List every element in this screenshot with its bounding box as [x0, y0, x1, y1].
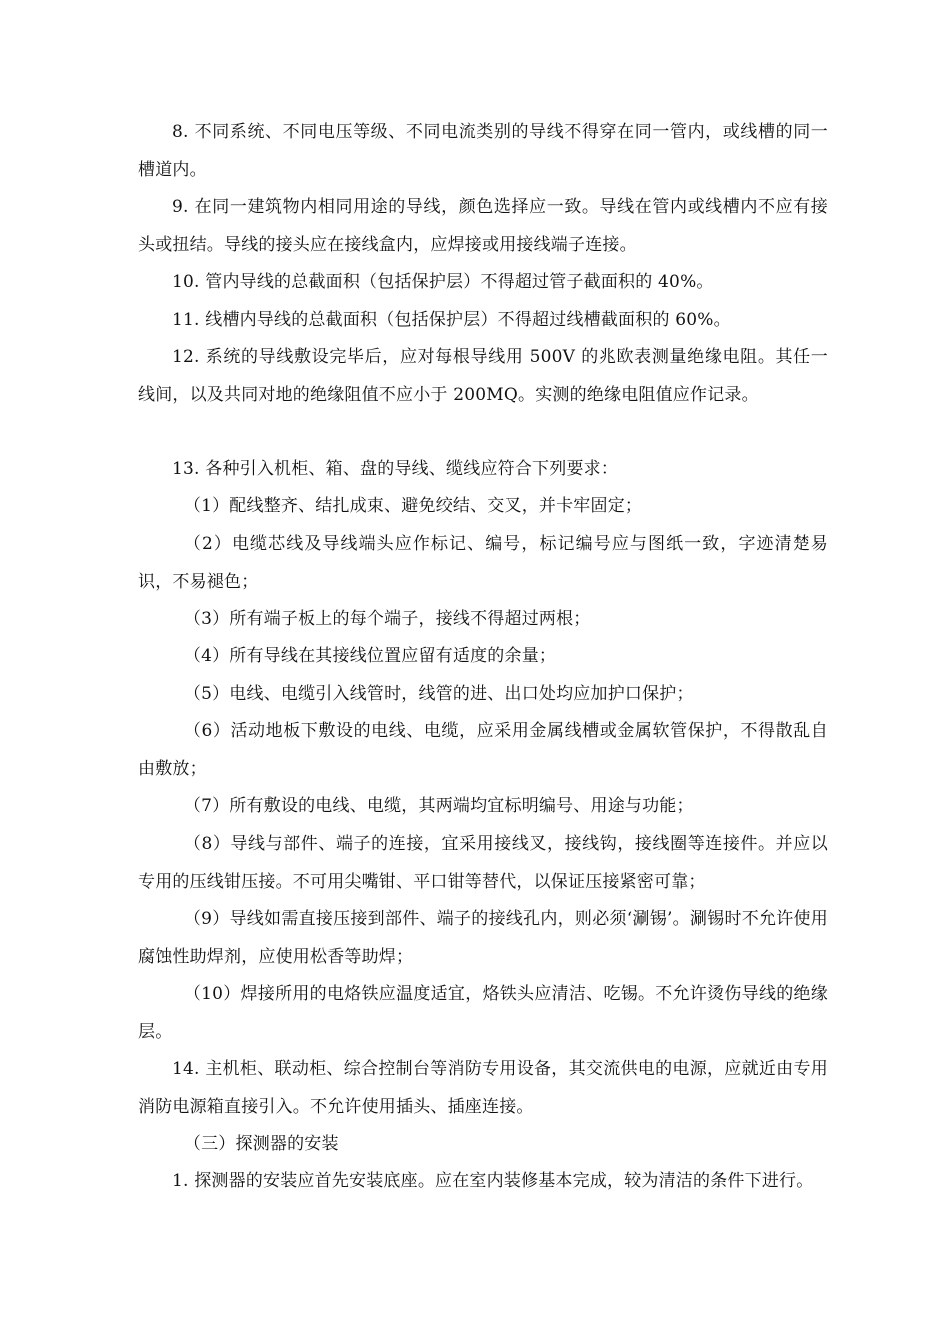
paragraph-13: 13. 各种引入机柜、箱、盘的导线、缆线应符合下列要求：	[172, 459, 619, 479]
paragraph-8: 8. 不同系统、不同电压等级、不同电流类别的导线不得穿在同一管内，或线槽的同一槽道内。	[138, 122, 828, 180]
paragraph-12: 12. 系统的导线敷设完毕后，应对每根导线用 500V 的兆欧表测量绝缘电阻。其任一线间，以及共同对地的绝缘阻值不应小于 200MQ。实测的绝缘电阻值应作记录。	[138, 347, 828, 405]
paragraph-9: 9. 在同一建筑物内相同用途的导线，颜色选择应一致。导线在管内或线槽内不应有接头或扭结。导线的接头应在接线盒内，应焊接或用接线端子连接。	[138, 197, 828, 255]
list-item-2: （2）电缆芯线及导线端头应作标记、编号，标记编号应与图纸一致，字迹清楚易识，不易褪色；	[138, 534, 828, 592]
list-item-4: （4）所有导线在其接线位置应留有适度的余量；	[183, 646, 557, 666]
list-item-6: （6）活动地板下敷设的电线、电缆，应采用金属线槽或金属软管保护，不得散乱自由敷放；	[138, 721, 828, 779]
list-item-5: （5）电线、电缆引入线管时，线管的进、出口处均应加护口保护；	[183, 684, 694, 704]
paragraph-10: 10. 管内导线的总截面积（包括保护层）不得超过管子截面积的 40%。	[172, 272, 714, 292]
list-item-8: （8）导线与部件、端子的连接，宜采用接线叉，接线钩，接线圈等连接件。并应以专用的压线钳压接。不可用尖嘴钳、平口钳等替代，以保证压接紧密可靠；	[138, 834, 828, 892]
paragraph-11: 11. 线槽内导线的总截面积（包括保护层）不得超过线槽截面积的 60%。	[172, 310, 731, 330]
list-item-10: （10）焊接所用的电烙铁应温度适宜，烙铁头应清洁、吃锡。不允许烫伤导线的绝缘层。	[138, 984, 828, 1042]
list-item-3: （3）所有端子板上的每个端子，接线不得超过两根；	[183, 609, 591, 629]
list-item-7: （7）所有敷设的电线、电缆，其两端均宜标明编号、用途与功能；	[183, 796, 694, 816]
list-item-1: （1）配线整齐、结扎成束、避免绞结、交叉，并卡牢固定；	[183, 496, 643, 516]
paragraph-14: 14. 主机柜、联动柜、综合控制台等消防专用设备，其交流供电的电源，应就近由专用消防电源箱直接引入。不允许使用插头、插座连接。	[138, 1059, 828, 1117]
section-heading-detector-installation: （三）探测器的安装	[183, 1134, 339, 1154]
list-item-9: （9）导线如需直接压接到部件、端子的接线孔内，则必须‘涮锡’。涮锡时不允许使用腐蚀性助焊剂，应使用松香等助焊；	[138, 909, 828, 967]
paragraph-detector-1: 1. 探测器的安装应首先安装底座。应在室内装修基本完成，较为清洁的条件下进行。	[172, 1171, 814, 1191]
